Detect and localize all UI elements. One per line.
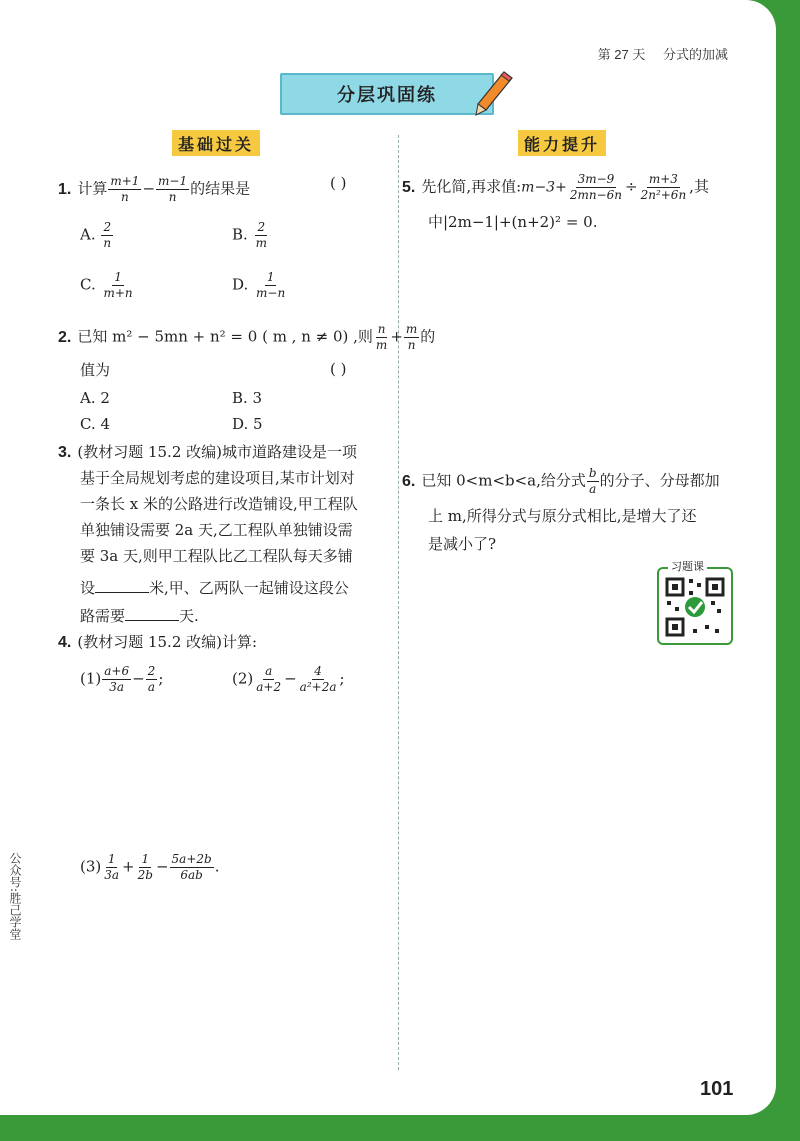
qr-code-label: 习题课 bbox=[668, 558, 707, 574]
side-watermark: 公众号:胜己学堂 bbox=[8, 852, 22, 941]
q2-text-line2: 值为 bbox=[80, 361, 111, 379]
header-day: 第 27 天 bbox=[597, 47, 646, 62]
q1-text: 计算 bbox=[77, 179, 108, 198]
q1-option-d: D. $\frac{1}{m-n}$ bbox=[232, 270, 286, 300]
question-4 bbox=[58, 632, 257, 653]
q4-part-1: (1) $\frac{a+6}{3a}$ − $\frac{2}{a}$ ; bbox=[80, 664, 164, 694]
question-6: 6. 已知 0<m<b<a,给分式 $\frac{b}{a}$ 的分子、分母都加 bbox=[402, 466, 720, 496]
q1-option-a: A. $\frac{2}{n}$ bbox=[80, 220, 112, 250]
answer-blank[interactable] bbox=[125, 606, 179, 621]
page-header bbox=[584, 44, 728, 63]
q3-line-blank-1: 设 米,甲、乙两队一起铺设这段公 bbox=[80, 579, 349, 597]
q5-text: 先化简,再求值: bbox=[421, 177, 522, 196]
question-5: 5. 先化简,再求值:m−3+ $\frac{3m-9}{2mn-6n}$ ÷ $\frac{m+3}{\text{2n²+6n}}$ ,其 bbox=[402, 172, 709, 202]
q3-line: 一条长 x 米的公路进行改造铺设,甲工程队 bbox=[80, 495, 358, 513]
q2-option-d: D. 5 bbox=[232, 415, 263, 433]
q1-fraction-2: $\frac{m-1}{n}$ bbox=[158, 174, 188, 204]
q1-text-end: 的结果是 bbox=[190, 179, 251, 198]
q2-text: 已知 m² − 5mn + n² = 0 ( m , n ≠ 0) ,则 bbox=[77, 327, 373, 346]
q6-text: 已知 0<m<b<a,给分式 bbox=[421, 471, 586, 490]
section-advanced-title: 能力提升 bbox=[518, 130, 606, 156]
question-3 bbox=[58, 442, 357, 463]
question-number: 3. bbox=[58, 444, 72, 461]
question-1: 1. 计算 $\frac{m+1}{n}$ − $\frac{m-1}{n}$ 的结果是 bbox=[58, 174, 251, 204]
question-number: 4. bbox=[58, 634, 72, 651]
section-basic-title: 基础过关 bbox=[172, 130, 260, 156]
question-number: 1. bbox=[58, 180, 72, 198]
q4-part-2: (2) $\frac{a}{a+2}$ − $\frac{4}{\text{a²+2a}}$ ; bbox=[232, 664, 345, 694]
q2-answer-paren: ( ) bbox=[330, 360, 347, 378]
question-number: 5. bbox=[402, 178, 416, 196]
question-number: 2. bbox=[58, 328, 72, 346]
column-divider bbox=[398, 135, 399, 1070]
q1-fraction-1: $\frac{m+1}{n}$ bbox=[110, 174, 140, 204]
q1-option-b: B. $\frac{2}{m}$ bbox=[232, 220, 267, 250]
qr-code-icon bbox=[659, 569, 731, 643]
q3-line: (教材习题 15.2 改编)城市道路建设是一项 bbox=[77, 443, 357, 461]
q3-line: 要 3a 天,则甲工程队比乙工程队每天多铺 bbox=[80, 547, 353, 565]
q3-line: 基于全局规划考虑的建设项目,某市计划对 bbox=[80, 469, 355, 487]
page-number: 101 bbox=[700, 1078, 734, 1100]
q6-text-line3: 是减小了? bbox=[428, 535, 497, 553]
q1-answer-paren: ( ) bbox=[330, 174, 347, 192]
question-number: 6. bbox=[402, 472, 416, 490]
q4-title: (教材习题 15.2 改编)计算: bbox=[77, 633, 258, 651]
q3-line: 单独铺设需要 2a 天,乙工程队单独铺设需 bbox=[80, 521, 353, 539]
q1-option-c: C. $\frac{1}{m+n}$ bbox=[80, 270, 133, 300]
pencil-icon bbox=[474, 70, 514, 116]
q2-option-b: B. 3 bbox=[232, 389, 263, 407]
q4-part-3: (3) $\frac{1}{3a}$ + $\frac{1}{2b}$ − $\frac{5a+2b}{6ab}$ . bbox=[80, 852, 220, 882]
question-2: 2. 已知 m² − 5mn + n² = 0 ( m , n ≠ 0) ,则 $\frac{n}{m}$ + $\frac{m}{n}$ 的 bbox=[58, 322, 436, 352]
answer-blank[interactable] bbox=[95, 578, 149, 593]
q2-option-a: A. 2 bbox=[80, 389, 110, 407]
q3-line-blank-2: 路需要 天. bbox=[80, 607, 199, 625]
q6-text-line2: 上 m,所得分式与原分式相比,是增大了还 bbox=[428, 507, 697, 525]
q2-option-c: C. 4 bbox=[80, 415, 111, 433]
q5-text-line2: 中|2m−1|+(n+2)² = 0. bbox=[428, 213, 598, 231]
banner-title: 分层巩固练 bbox=[280, 73, 494, 115]
qr-code-frame[interactable] bbox=[657, 567, 733, 645]
header-topic: 分式的加减 bbox=[662, 47, 728, 62]
